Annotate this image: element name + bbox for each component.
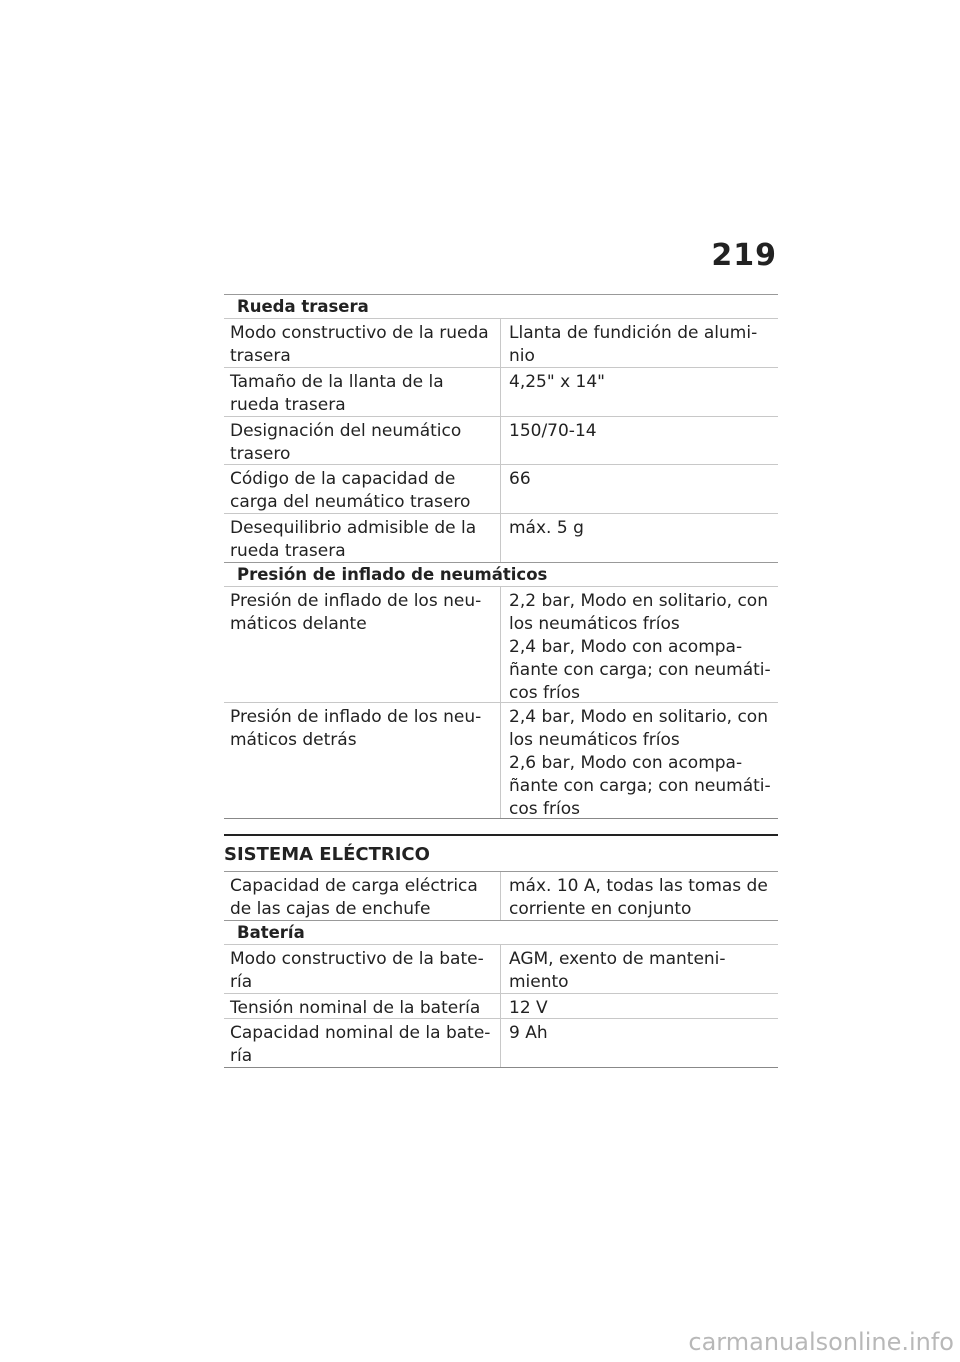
table-row bbox=[224, 318, 778, 367]
table-row bbox=[224, 513, 778, 562]
row-label: Código de la capacidad de carga del neumático trasero bbox=[230, 469, 471, 512]
table-row bbox=[224, 871, 778, 920]
row-value: 2,4 bar, Modo en solitario, con los neumáticos fríos 2,6 bar, Modo con acompa- ñante con carga; con neumáti- cos fríos bbox=[500, 703, 778, 818]
row-value: Llanta de fundición de alumi- nio bbox=[500, 319, 778, 367]
section-heading-bateria: Batería bbox=[224, 920, 778, 944]
row-label: Designación del neumático trasero bbox=[230, 421, 462, 464]
row-label: Capacidad de carga eléctrica de las cajas de enchufe bbox=[230, 876, 478, 919]
section-heading-rueda: Rueda trasera bbox=[224, 294, 778, 318]
row-label: Capacidad nominal de la bate-ría bbox=[230, 1023, 491, 1066]
table-row bbox=[224, 416, 778, 464]
row-value: 150/70-14 bbox=[500, 417, 778, 464]
table-row bbox=[224, 702, 778, 818]
electrical-table bbox=[224, 871, 778, 1068]
table-row bbox=[224, 464, 778, 513]
watermark: carmanualsonline.info bbox=[688, 1328, 954, 1356]
table-row bbox=[224, 944, 778, 993]
row-value: máx. 10 A, todas las tomas de corriente en conjunto bbox=[500, 872, 778, 920]
row-value: 9 Ah bbox=[500, 1019, 778, 1067]
row-value: 66 bbox=[500, 465, 778, 513]
row-label: Tensión nominal de la batería bbox=[230, 998, 481, 1018]
row-value: 12 V bbox=[500, 994, 778, 1018]
row-label: Tamaño de la llanta de la rueda trasera bbox=[230, 372, 444, 415]
row-value: 4,25" x 14" bbox=[500, 368, 778, 416]
row-value: AGM, exento de manteni- miento bbox=[500, 945, 778, 993]
row-label: Presión de inflado de los neu-máticos detrás bbox=[230, 707, 482, 750]
table-row bbox=[224, 993, 778, 1018]
rear-wheel-table bbox=[224, 294, 778, 819]
page-number: 219 bbox=[711, 238, 777, 273]
row-label: Modo constructivo de la bate-ría bbox=[230, 949, 484, 992]
table-row bbox=[224, 367, 778, 416]
table-row bbox=[224, 1018, 778, 1067]
section-heading-presion: Presión de inflado de neumáticos bbox=[224, 562, 778, 586]
table-row bbox=[224, 586, 778, 702]
row-label: Modo constructivo de la rueda trasera bbox=[230, 323, 489, 366]
row-label: Desequilibrio admisible de la rueda trasera bbox=[230, 518, 477, 561]
row-value: 2,2 bar, Modo en solitario, con los neumáticos fríos 2,4 bar, Modo con acompa- ñante con carga; con neumáti- cos fríos bbox=[500, 587, 778, 702]
section-title-sistema-electrico: SISTEMA ELÉCTRICO bbox=[224, 834, 778, 867]
row-value: máx. 5 g bbox=[500, 514, 778, 562]
row-label: Presión de inflado de los neu-máticos delante bbox=[230, 591, 482, 634]
